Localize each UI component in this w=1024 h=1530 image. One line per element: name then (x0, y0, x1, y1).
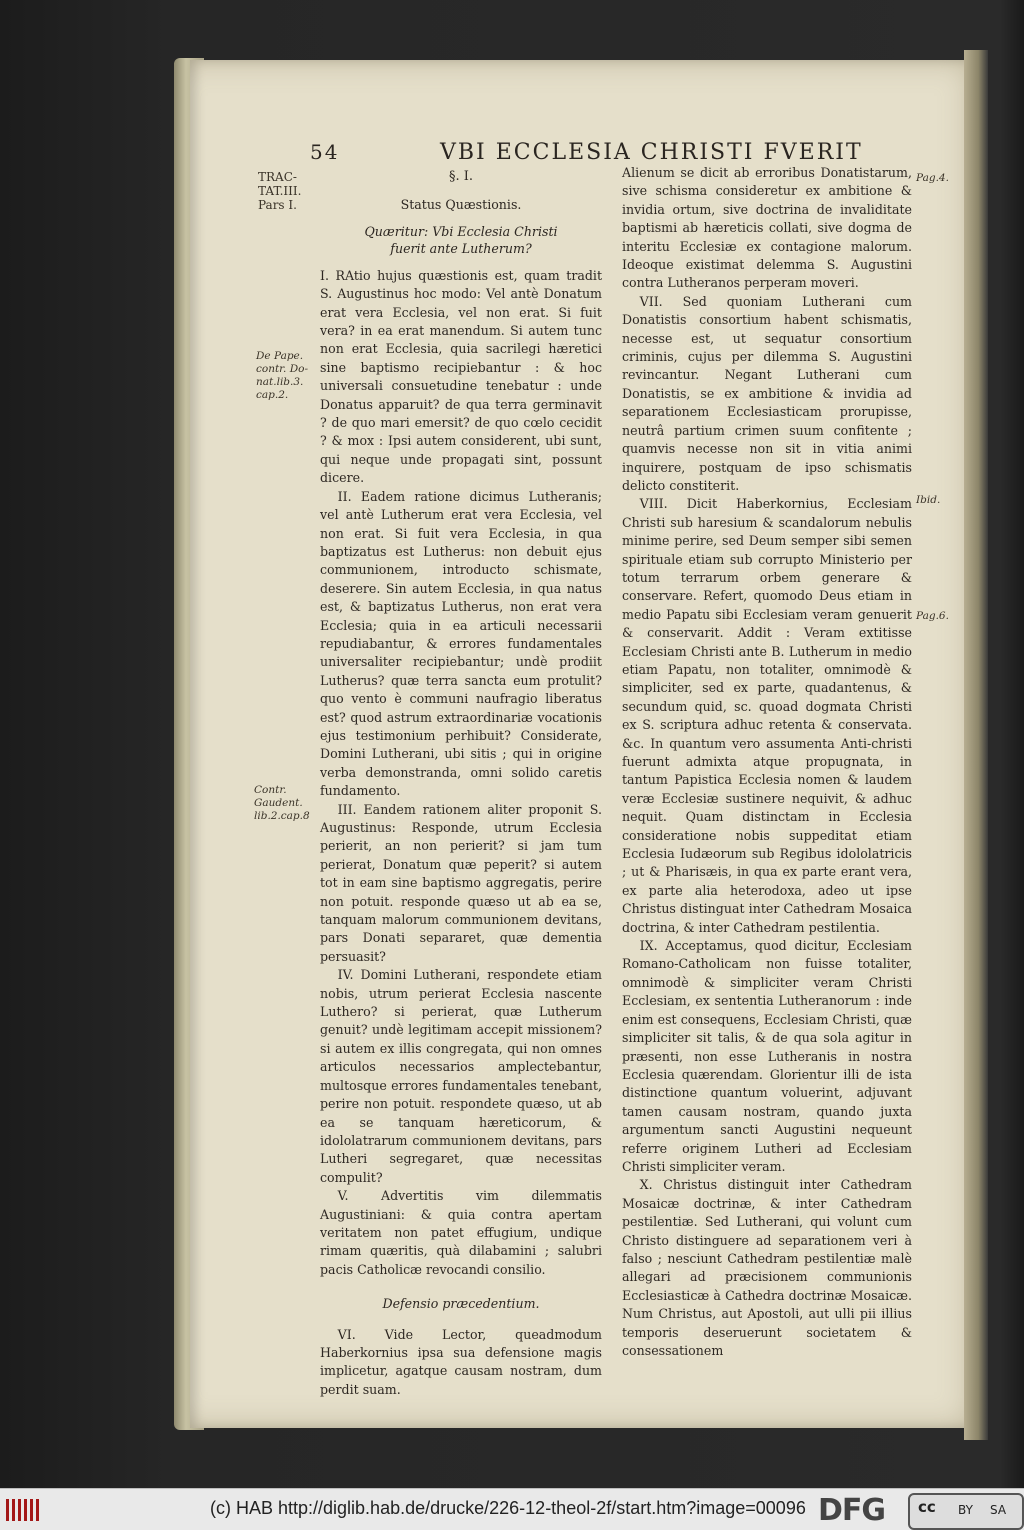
margin-note-4: Ibid. (916, 494, 941, 506)
margin-note-1: De Pape. contr. Do- nat.lib.3. cap.2. (256, 350, 309, 401)
paragraph-1: I. RAtio hujus quæstionis est, quam tradit S. Augustinus hoc modo: Vel antè Donatum erat vera Ecclesia, vel non erat. Si fuit vera? in ea erat manendum. Si autem tunc non erat Ecclesia, quia sacrilegi hæretici sine baptismo recipiebantur : & hoc universali consuetudine tenebatur : unde Donatus apparuit? de qua terra germinavit ? de quo mari emersit? de quo cœlo cecidit ? & mox : Ipsi autem considerent, ubi sunt, qui neque unde propagati sint, possunt dicere. (320, 267, 602, 486)
sa-icon: SA (990, 1503, 1007, 1517)
book-gutter (964, 50, 988, 1440)
cc-icon: cc (918, 1498, 936, 1516)
margin-note-5: Pag.6. (916, 610, 949, 622)
section-number: §. I. (448, 169, 474, 184)
defensio-heading: Defensio præcedentium. (382, 1296, 540, 1312)
paragraph-r1: Alienum se dicit ab erroribus Donatistarum, sive schisma consideretur ex ambitione & invidia ortum, sive doctrina de invaliditate baptismi ab hæreticis collati, sive dogma de interitu Ecclesiæ ex contagione malorum. Ideoque existimat delemma S. Augustini contra Lutheranos perperam moveri. (622, 165, 912, 291)
cc-license-badge[interactable] (908, 1493, 1024, 1530)
paragraph-5: V. Advertitis vim dilemmatis Augustiniani: & quia contra apertam veritatem non patet effugium, undique rimam quæritis, quà dilabamini ; salubri pacis Catholicæ revocandi consilio. (320, 1188, 602, 1277)
paragraph-9: IX. Acceptamus, quod dicitur, Ecclesiam Romano-Catholicam non fuisse totaliter, omnimodè & simpliciter veram Christi Ecclesiam, ex sententia Lutheranorum : inde enim est consequens, Ecclesiam Christi, quæ simpliciter sit talis, & de qua sola agitur in præsenti, non esse Lutheranis in nostra Ecclesia quærendam. Glorientur illi de ista distinctione quantum voluerint, adjuvant tamen causam nostram, quando juxta argumentum sancti Augustini nequeunt referre originem Lutheri ad Ecclesiam Christi simpliciter veram. (622, 938, 912, 1174)
source-credit-link[interactable]: (c) HAB http://diglib.hab.de/drucke/226-12-theol-2f/start.htm?image=00096 (210, 1498, 806, 1518)
page-number: 54 (310, 140, 340, 164)
right-column (622, 164, 912, 1360)
margin-tract-label: TRAC- TAT.III. Pars I. (258, 170, 302, 212)
margin-note-3: Pag.4. (916, 172, 949, 184)
paragraph-2: II. Eadem ratione dicimus Lutheranis; vel antè Lutherum erat vera Ecclesia, vel non erat. Si fuit vera Ecclesia, in qua baptizatus est Lutherus: non debuit ejus communionem, introducto schismate, deserere. Sin autem Ecclesia, in qua natus est, & baptizatus Lutherus, non erat vera Ecclesia; quia in ea articuli necessarii repudiabantur, & errores fundamentales universaliter recipiebantur; undè prodiit Lutherus? quæ terra sancta eum protulit? quo vento è communi naufragio liberatus est? quod astrum extraordinariæ vocationis ejus testimonium perhibuit? Considerate, Domini Lutherani, ubi sitis ; qui in origine verba demonstranda, omni solido caretis fundamento. (320, 488, 602, 799)
paragraph-7: VII. Sed quoniam Lutherani cum Donatistis consortium habent schismatis, necesse est, ut sequatur consortium criminis, cujus per dilemma S. Augustini revincantur. Negant Lutherani cum Donatistis, se ex ambitione & invidia ad separationem Ecclesiasticam prorupisse, neutrâ partium crimen suum confitente ; quamvis necesse non sit in vitia animi inquirere, postquam de ipso schismatis delicto constiterit. (622, 293, 912, 493)
footer-bar (0, 1488, 1024, 1530)
book-page (190, 60, 988, 1428)
dfg-logo: DFG (818, 1493, 886, 1528)
left-column (320, 168, 602, 1399)
paragraph-10: X. Christus distinguit inter Cathedram Mosaicæ doctrinæ, & inter Cathedram pestilentiæ. Sed Lutherani, qui volunt cum Christo distinguere ad separationem veri à falso ; nesciunt Cathedram pestilentiæ malè allegari ad præcisionem communionis Ecclesiasticæ à Cathedra doctrinæ Mosaicæ. Num Christus, aut Apostoli, aut ulli pii illius temporis deseruerunt societatem & consessationem (622, 1177, 912, 1358)
running-title: VBI ECCLESIA CHRISTI FVERIT (440, 140, 863, 165)
by-icon: BY (958, 1503, 973, 1517)
paragraph-3: III. Eandem rationem aliter proponit S. Augustinus: Responde, utrum Ecclesia perierit, an non perierit? si jam tum perierat, Donatum quæ peperit? si autem tot in eam sine baptismo aggregatis, perire non potuit. responde quæso ut ab ea se, tanquam malorum communionem devitans, pars Donati separaret, quæ dementia persuasit? (320, 801, 602, 964)
margin-note-2: Contr. Gaudent. lib.2.cap.8 (254, 784, 310, 822)
paragraph-6: VI. Vide Lector, queadmodum Haberkornius ipsa sua defensione magis implicetur, agatque causam nostram, dum perdit suam. (320, 1326, 602, 1397)
paragraph-8: VIII. Dicit Haberkornius, Ecclesiam Christi sub haresium & scandalorum nebulis minime perire, sed Deum semper sibi semen spirituale etiam sub corrupto Ministerio per totum terrarum orbem generare & conservare. Refert, quomodo Deus etiam in medio Papatu sibi Ecclesiam veram genuerit & conservarit. Addit : Veram extitisse Ecclesiam Christi ante B. Lutherum in medio etiam Papatu, non totaliter, omnimodè & simpliciter, sed ex parte, quadantenus, & secundum quid, sc. quoad dogmata Christi ex S. scriptura adhuc retenta & conservata. &c. In quantum vero assumenta Anti-christi fuerunt admixta atque propugnata, in tantum Papistica Ecclesia nomen & laudem veræ Ecclesiæ sustinere nequivit, & adhuc nequit. Quam distinctam in Ecclesia consideratione nobis suppeditat etiam Ecclesia Iudæorum sub Regibus idololatricis ; ut & Pharisæis, in qua ex parte erant vera, ex parte alia heterodoxa, adeo ut ipse Christus distinguat inter Cathedram Mosaica doctrina, & inter Cathedram pestilentia. (622, 496, 912, 935)
question-text: Quæritur: Vbi Ecclesia Christi fuerit ante Lutherum? (364, 223, 558, 256)
hab-barcode-icon (6, 1499, 40, 1521)
section-heading: Status Quæstionis. (400, 197, 522, 213)
paragraph-4: IV. Domini Lutherani, respondete etiam nobis, utrum perierat Ecclesia nascente Luthero? si perierat, quæ Lutherum genuit? undè legitimam accepit missionem? si autem ex illis congregata, qui non omnes articulos necessarios amplectebantur, multosque errores fundamentales tenebant, perire non potuit. respondete quæso, ut ab ea se tanquam hæreticorum, & idololatrarum communionem devitans, pars Lutheri segregaret, quæ necessitas compulit? (320, 967, 602, 1185)
